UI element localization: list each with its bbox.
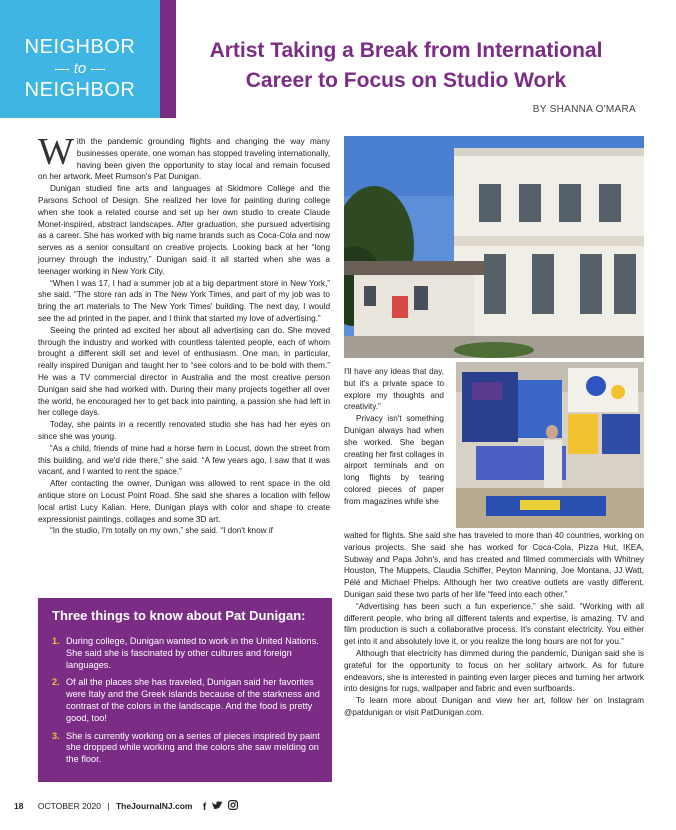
social-icons — [203, 800, 241, 813]
paragraph: “As a child, friends of mine had a horse farm in Locust, down the street from this building, and we'd ride there,” she said. “A few years ago, I saw that it was vacant, and I wanted to rent the space.” — [38, 443, 330, 477]
accent-bar — [160, 0, 176, 118]
fact-number: 2. — [52, 677, 60, 688]
paragraph: “In the studio, I'm totally on my own,” she said. “I don't know if — [50, 526, 273, 536]
twitter-icon[interactable] — [212, 801, 223, 813]
article-column-left — [38, 131, 330, 537]
paragraph: “When I was 17, I had a summer job at a big department store in New York,” she said. “The store ran ads in The New York Times, and part of my job was to bring the art materials to The New York Times' building. The next day, I would see the ad printed in the paper, and I think that started my love of advertising.” — [38, 278, 330, 323]
drop-cap: W — [38, 131, 74, 173]
fact-list — [52, 636, 322, 772]
article-column-narrow — [344, 366, 444, 508]
article-column-right — [344, 530, 644, 719]
paragraph: Seeing the printed ad excited her about all advertising can do. She moved through the industry and worked with countless talented people, each of whom brought a different skill set and level of enthusiasm. One man, in particular, really inspired Dunigan and taught her to “see colors and to be bold with them.” He was a TV commercial director in Australia and the most creative person Dunigan said she had worked with. During their many projects together all over the world, he encouraged her to get back into painting, a passion she had left in her college days. — [38, 325, 330, 418]
issue-date: OCTOBER 2020 — [37, 800, 101, 811]
section-badge — [0, 0, 160, 118]
instagram-icon[interactable] — [228, 800, 238, 813]
paragraph: Privacy isn't something Dunigan always had when she worked. She began creating her first collages in airport terminals and on long flights by tearing colored pieces of paper from magazines while she — [344, 414, 444, 506]
badge-line-1: NEIGHBOR — [24, 36, 136, 58]
fact-item: 2. Of all the places she has traveled, Dunigan said her favorites were Italy and the Greek islands because of the starkness and contrast of the colors in the landscape. And the food is pretty good, too! — [52, 677, 320, 723]
paragraph: Although that electricity has dimmed during the pandemic, Dunigan said she is grateful for the opportunity to focus on her solitary artwork. As for future endeavors, she is interested in painting even larger pieces and turning her artwork into designs for rugs, wallpaper and fabric and even surfboards. — [344, 648, 644, 694]
paragraph: Today, she paints in a recently renovated studio she has had her eyes on since she was young. — [38, 420, 330, 441]
badge-line-2: to — [0, 60, 160, 77]
paragraph: After contacting the owner, Dunigan was allowed to rent space in the old antique store on Locust Point Road. She said she shares a location with fellow local artist Lucy Kalian. Here, Dunigan plays with color and shape to create expressionist paintings, collages and some 3D art. — [38, 479, 330, 524]
paragraph: With the pandemic grounding flights and changing the way many businesses operate, one woman has stopped traveling internationally, having been given the opportunity to stay local and remain focused on her artwork. Meet Rumson's Pat Dunigan. — [38, 131, 330, 182]
artist-studio-photo — [456, 362, 644, 528]
fact-box-title: Three things to know about Pat Dunigan: — [52, 608, 306, 623]
fact-box — [38, 598, 332, 782]
paragraph: “Advertising has been such a fun experience,” she said. “Working with all different people, who bring all different talents and expertise, is amazing. TV and film production is such a collaborative process. It's constant electricity. You either get into it and absolutely love it, or you realize the long hours are not for you.” — [344, 601, 644, 647]
facebook-icon[interactable]: f — [202, 802, 207, 813]
paragraph: To learn more about Dunigan and view her art, follow her on Instagram @patdunigan or visit PatDunigan.com. — [344, 696, 644, 717]
fact-number: 3. — [52, 730, 60, 741]
paragraph: waited for flights. She said she has traveled to more than 40 countries, working on various projects. She said she has worked for Coca-Cola, Pizza Hut, IKEA, Subway and Papa John's, and has created and filmed commercials with Whitney Houston, The Muppets, Claudia Schiffer, Peyton Manning, Joe Montana, JJ Watt, Pélé and Michael Phelps. Although her two creative outlets are vastly different, Dunigan said these two parts of her life “feed into each other.” — [344, 531, 644, 599]
headline-line-2: Career to Focus on Studio Work — [245, 69, 567, 92]
page-footer — [14, 800, 241, 813]
footer-separator: | — [107, 800, 110, 811]
site-link[interactable]: TheJournalNJ.com — [115, 800, 193, 811]
page-number: 18 — [14, 800, 24, 811]
fact-number: 1. — [52, 636, 60, 646]
paragraph: Dunigan studied fine arts and languages at Skidmore College and the Parsons School of Design. She realized her love for painting during college when she took a related course and set up her own studio to create Claude Monet-inspired, abstract landscapes. After graduation, she pursued advertising as a career. She has worked with big name brands such as Coca-Cola and now serves as a senior consultant on creative projects. Looking back at her “long journey through the industry,” Dunigan said it all started when she was a teenager working in New York City. — [38, 184, 330, 276]
fact-item: 3. She is currently working on a series of pieces inspired by paint she dropped while working and the colors she saw melding on the floor. — [52, 730, 320, 765]
headline-line-1: Artist Taking a Break from International — [209, 39, 603, 62]
byline: BY SHANNA O'MARA — [532, 104, 636, 115]
studio-building-photo — [344, 136, 644, 358]
paragraph: I'll have any ideas that day, but it's a private space to explore my thoughts and creativity.” — [344, 367, 444, 412]
badge-line-3: NEIGHBOR — [24, 79, 136, 101]
fact-item: 1. During college, Dunigan wanted to work in the United Nations. She said she is fascinated by other cultures and foreign languages. — [52, 636, 319, 670]
headline — [176, 36, 636, 96]
